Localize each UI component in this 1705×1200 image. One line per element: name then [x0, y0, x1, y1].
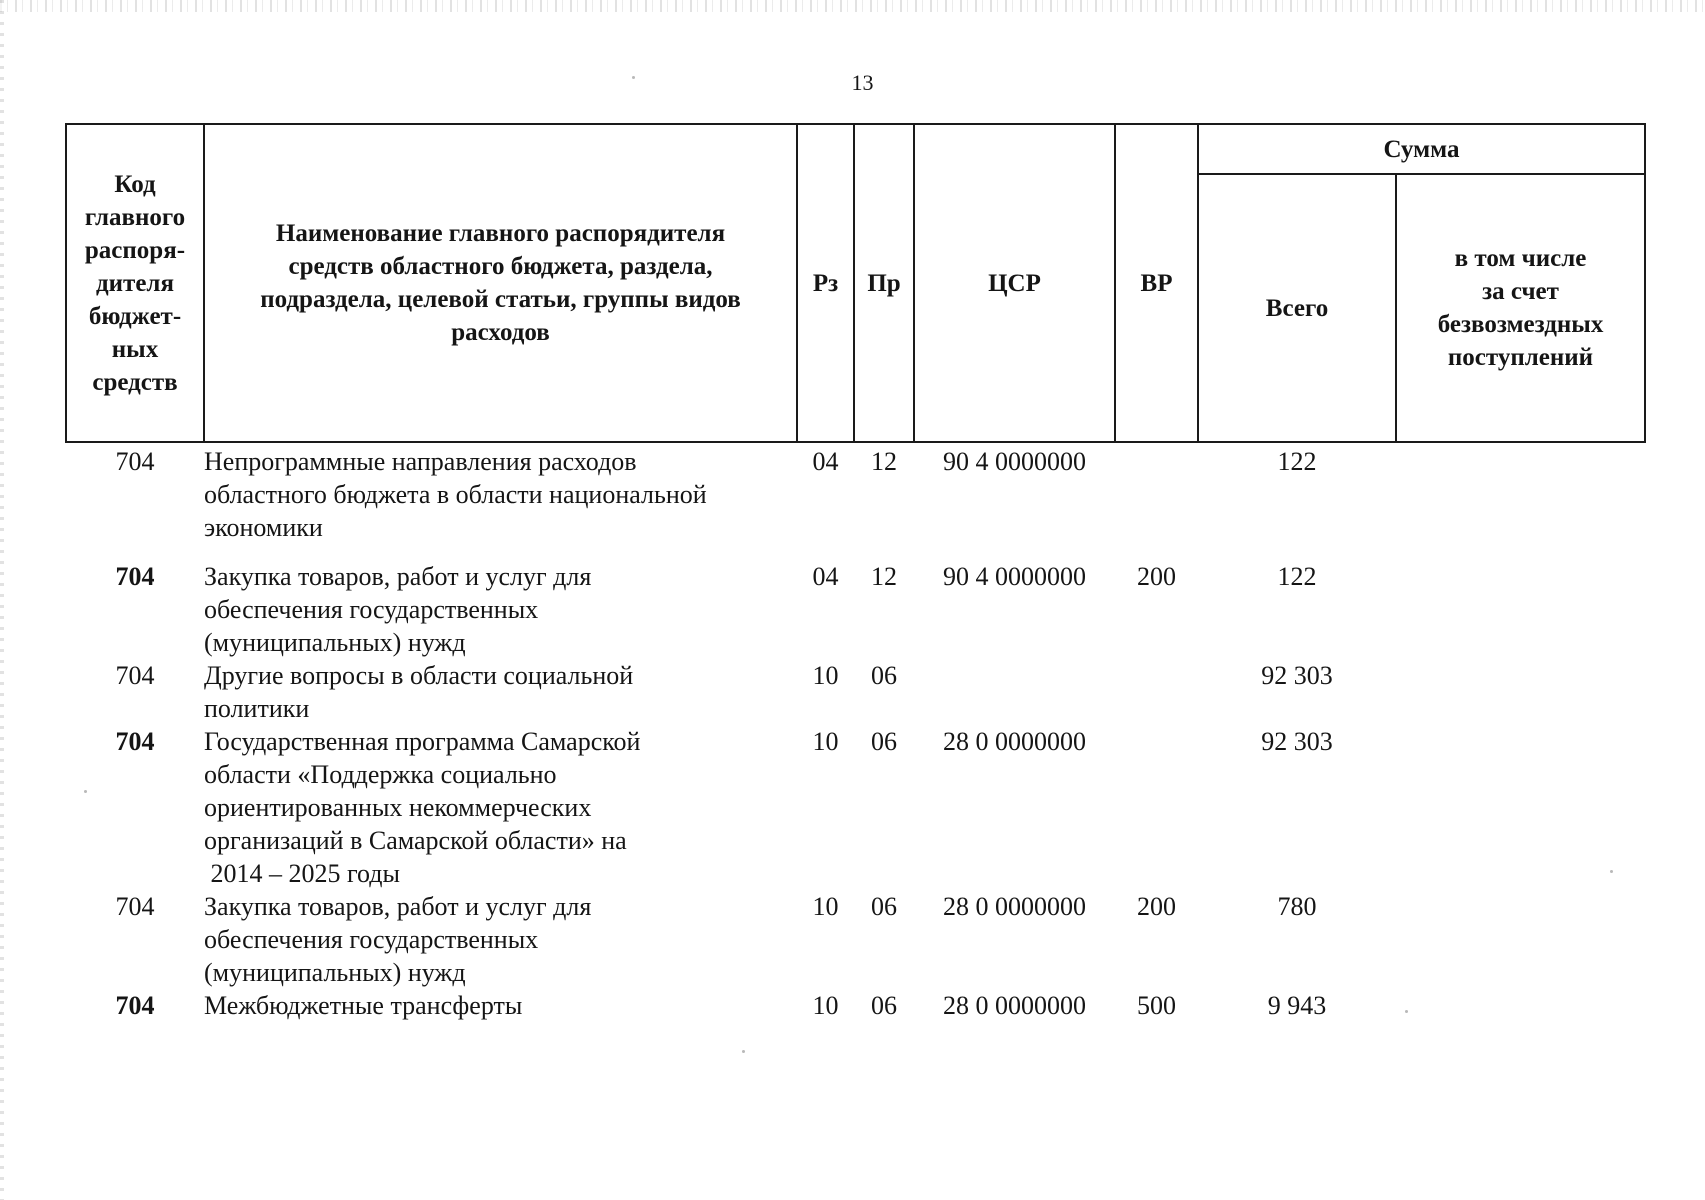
row-pr: 12 — [871, 447, 897, 476]
row-name-line: 2014 – 2025 годы — [204, 859, 400, 888]
budget-table — [65, 123, 1646, 1022]
header-code-line: распоря- — [84, 236, 186, 264]
header-free-line: за счет — [1482, 278, 1559, 305]
row-name-line: (муниципальных) нужд — [204, 628, 466, 657]
scan-speck — [742, 1050, 745, 1053]
table-row — [66, 989, 1645, 1022]
header-total: Всего — [1198, 174, 1396, 442]
header-pr: Пр — [854, 124, 914, 442]
header-vr: ВР — [1115, 124, 1198, 442]
table-body — [66, 442, 1645, 1022]
header-code-line: главного — [84, 203, 186, 231]
row-pr: 12 — [871, 562, 897, 591]
header-name-line: расходов — [451, 319, 550, 346]
header-code-line: Код — [114, 170, 156, 198]
row-name-line: Закупка товаров, работ и услуг для — [204, 892, 592, 921]
row-rz: 10 — [812, 991, 839, 1020]
row-name-line: областного бюджета в области национальной — [204, 480, 707, 509]
row-name-line: Другие вопросы в области социальной — [204, 661, 634, 690]
row-total: 780 — [1277, 892, 1317, 921]
row-total: 92 303 — [1261, 727, 1333, 756]
row-csr: 90 4 0000000 — [943, 562, 1086, 591]
row-csr: 28 0 0000000 — [943, 892, 1086, 921]
header-code-line: ных — [111, 335, 159, 363]
row-name-line: Закупка товаров, работ и услуг для — [204, 562, 592, 591]
row-rz: 04 — [812, 447, 839, 476]
row-name-line: политики — [204, 694, 310, 723]
scan-speck — [1610, 870, 1613, 873]
row-csr: 28 0 0000000 — [943, 991, 1086, 1020]
row-name — [204, 890, 797, 989]
row-csr: 28 0 0000000 — [943, 727, 1086, 756]
header-free-line: поступлений — [1447, 344, 1594, 371]
row-vr — [1115, 442, 1198, 544]
row-name-line: экономики — [204, 513, 323, 542]
row-vr: 500 — [1137, 991, 1176, 1020]
header-code-line: средств — [92, 368, 178, 396]
row-name-line: Межбюджетные трансферты — [204, 991, 523, 1020]
row-code: 704 — [115, 727, 155, 756]
header-rz: Рз — [797, 124, 854, 442]
header-name — [204, 124, 797, 442]
header-name-line: Наименование главного распорядителя — [275, 220, 726, 247]
scan-speck — [632, 76, 635, 79]
row-name — [204, 725, 797, 890]
row-free — [1396, 659, 1645, 725]
table-row — [66, 725, 1645, 890]
header-csr: ЦСР — [914, 124, 1115, 442]
scan-edge-left — [0, 0, 4, 1200]
row-rz: 04 — [812, 562, 839, 591]
row-free — [1396, 989, 1645, 1022]
row-vr — [1115, 725, 1198, 890]
table-row — [66, 890, 1645, 989]
row-vr — [1115, 659, 1198, 725]
row-name-line: ориентированных некоммерческих — [204, 793, 592, 822]
row-total: 122 — [1277, 562, 1317, 591]
header-name-line: подраздела, целевой статьи, группы видов — [260, 286, 741, 313]
header-code-line: бюджет- — [88, 302, 182, 330]
row-free — [1396, 442, 1645, 544]
row-code: 704 — [115, 562, 155, 591]
row-name-line: Государственная программа Самарской — [204, 727, 641, 756]
row-vr: 200 — [1137, 562, 1176, 591]
header-free-line: в том числе — [1454, 245, 1587, 272]
page-number: 13 — [851, 70, 874, 95]
row-name-line: организаций в Самарской области» на — [204, 826, 627, 855]
table-header — [66, 124, 1645, 442]
header-free — [1396, 174, 1645, 442]
row-name-line: обеспечения государственных — [204, 595, 539, 624]
header-name-line: средств областного бюджета, раздела, — [288, 253, 713, 280]
row-pr: 06 — [871, 727, 897, 756]
header-sum: Сумма — [1198, 124, 1645, 174]
row-name-line: Непрограммные направления расходов — [204, 447, 637, 476]
row-rz: 10 — [812, 661, 839, 690]
row-rz: 10 — [812, 727, 839, 756]
row-csr: 90 4 0000000 — [943, 447, 1086, 476]
scan-speck — [84, 790, 87, 793]
row-code: 704 — [115, 661, 155, 690]
row-free — [1396, 890, 1645, 989]
row-total: 122 — [1277, 447, 1317, 476]
scan-speck — [1405, 1010, 1408, 1013]
header-code-line: дителя — [96, 269, 174, 297]
row-code: 704 — [115, 447, 155, 476]
row-total: 9 943 — [1267, 991, 1327, 1020]
row-pr: 06 — [871, 991, 897, 1020]
row-csr — [914, 659, 1115, 725]
row-name — [204, 544, 797, 659]
row-code: 704 — [115, 991, 155, 1020]
row-pr: 06 — [871, 661, 897, 690]
header-code — [66, 124, 204, 442]
scan-edge-top — [0, 0, 1705, 12]
table-row — [66, 442, 1645, 544]
row-free — [1396, 544, 1645, 659]
row-code: 704 — [115, 892, 155, 921]
row-rz: 10 — [812, 892, 839, 921]
row-name — [204, 989, 797, 1022]
row-total: 92 303 — [1261, 661, 1333, 690]
row-name-line: обеспечения государственных — [204, 925, 539, 954]
row-name-line: области «Поддержка социально — [204, 760, 557, 789]
header-free-line: безвозмездных — [1437, 311, 1604, 338]
row-free — [1396, 725, 1645, 890]
row-name-line: (муниципальных) нужд — [204, 958, 466, 987]
table-row — [66, 544, 1645, 659]
row-vr: 200 — [1137, 892, 1176, 921]
row-name — [204, 442, 797, 544]
row-name — [204, 659, 797, 725]
row-pr: 06 — [871, 892, 897, 921]
table-row — [66, 659, 1645, 725]
